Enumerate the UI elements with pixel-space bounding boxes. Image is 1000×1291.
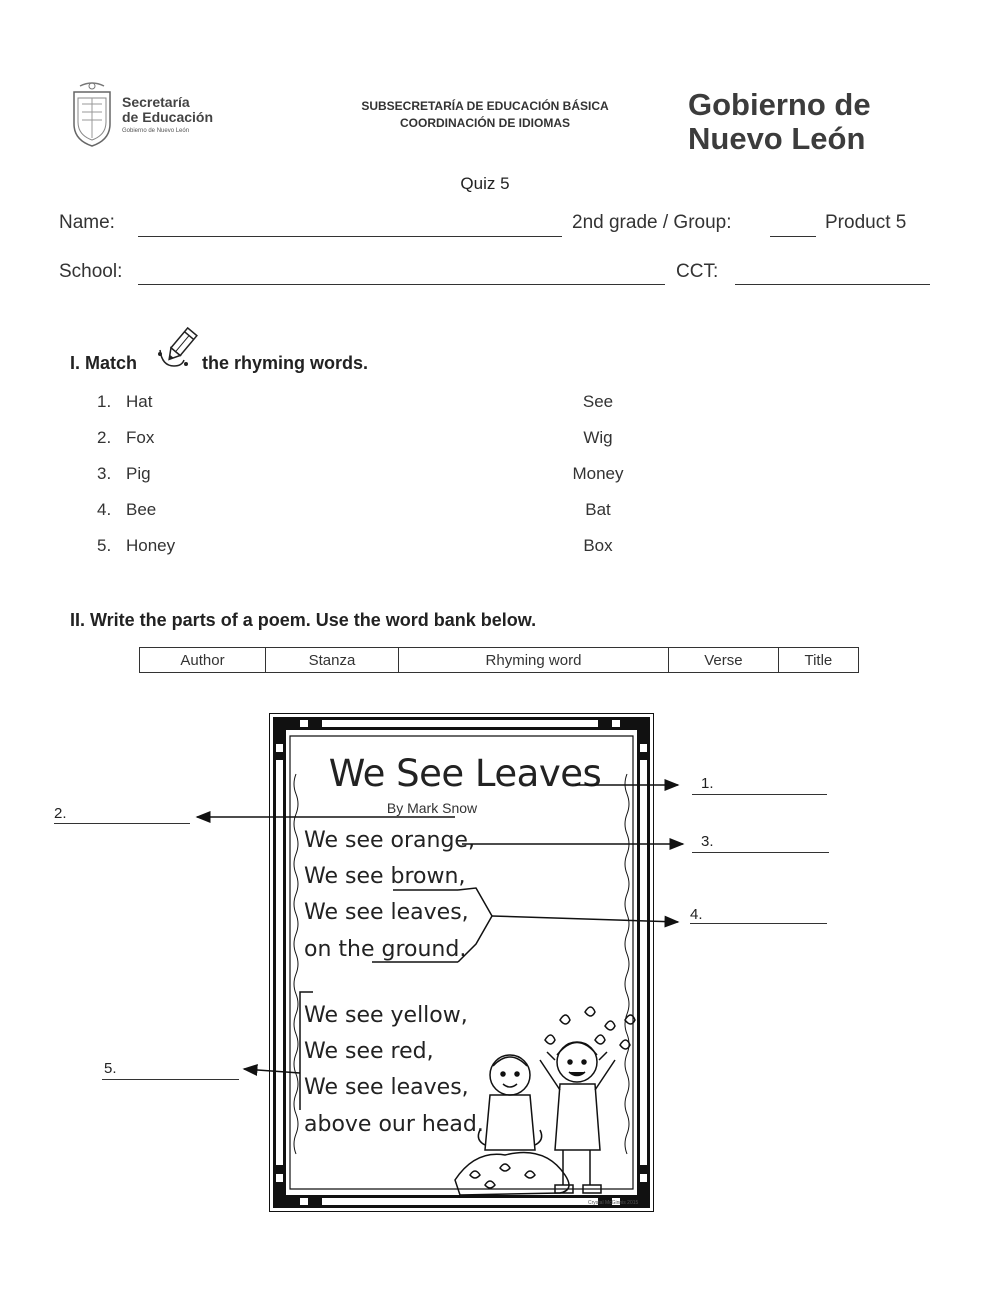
verse-line: We see orange, bbox=[304, 828, 475, 853]
left-item-number: 1. bbox=[97, 392, 112, 411]
section1-heading-end: the rhyming words. bbox=[202, 353, 369, 373]
gobierno-logo-text: Gobierno de Nuevo León bbox=[688, 87, 871, 156]
cct-label: CCT: bbox=[676, 261, 719, 282]
right-item-word[interactable]: Money bbox=[572, 464, 624, 483]
school-field[interactable] bbox=[138, 284, 665, 285]
section2-heading: II. Write the parts of a poem. Use the word bank below. bbox=[70, 610, 537, 630]
right-item-word[interactable]: See bbox=[582, 392, 614, 411]
secretaria-logo-text: Secretaría de Educación bbox=[122, 94, 214, 125]
answer-label: 1. bbox=[701, 775, 714, 792]
verse-line: We see yellow, bbox=[304, 1003, 468, 1028]
answer-blank-rhyming-word[interactable] bbox=[690, 923, 827, 924]
right-item-word[interactable]: Bat bbox=[585, 500, 611, 519]
answer-blank-author[interactable] bbox=[54, 823, 190, 824]
answer-label: 5. bbox=[104, 1060, 117, 1077]
left-item-word[interactable]: Fox bbox=[126, 428, 155, 447]
left-item-number: 3. bbox=[97, 464, 112, 483]
verse-line: on the ground. bbox=[304, 937, 467, 962]
word-bank-table bbox=[139, 647, 859, 673]
poem-part-arrows bbox=[0, 770, 1000, 1110]
state-seal-icon bbox=[66, 80, 118, 150]
section1-heading-start: I. Match bbox=[70, 353, 138, 373]
pencil-match-icon bbox=[156, 326, 202, 372]
answer-label: 4. bbox=[690, 906, 703, 923]
answer-blank-verse[interactable] bbox=[692, 852, 829, 853]
verse-line: above our head. bbox=[304, 1112, 484, 1137]
word-bank-cell[interactable]: Title bbox=[778, 648, 858, 673]
grade-group-label: 2nd grade / Group: bbox=[572, 212, 732, 233]
left-item-number: 4. bbox=[97, 500, 112, 519]
poem-title: We See Leaves bbox=[328, 752, 602, 795]
school-label: School: bbox=[59, 261, 123, 282]
illustration-credit: Crystal McGinnis 2015 bbox=[588, 1200, 639, 1206]
poem-byline: By Mark Snow bbox=[386, 800, 478, 816]
left-item-word[interactable]: Pig bbox=[126, 464, 151, 483]
word-bank-cell[interactable]: Stanza bbox=[266, 648, 399, 673]
secretaria-subtext: Gobierno de Nuevo León bbox=[122, 128, 190, 134]
left-item-number: 2. bbox=[97, 428, 112, 447]
verse-line: We see leaves, bbox=[304, 900, 469, 925]
verse-line: We see brown, bbox=[304, 864, 466, 889]
right-item-word[interactable]: Wig bbox=[583, 428, 613, 447]
answer-label: 3. bbox=[701, 833, 714, 850]
cct-field[interactable] bbox=[735, 284, 930, 285]
word-bank-cell[interactable]: Author bbox=[140, 648, 266, 673]
answer-blank-title[interactable] bbox=[692, 794, 827, 795]
answer-label: 2. bbox=[54, 805, 67, 822]
product-label: Product 5 bbox=[825, 212, 907, 233]
group-field[interactable] bbox=[770, 236, 816, 237]
left-item-word[interactable]: Bee bbox=[126, 500, 157, 519]
word-bank-cell[interactable]: Verse bbox=[669, 648, 779, 673]
right-item-word[interactable]: Box bbox=[583, 536, 613, 555]
name-field[interactable] bbox=[138, 236, 562, 237]
quiz-title: Quiz 5 bbox=[460, 174, 510, 193]
left-item-word[interactable]: Hat bbox=[126, 392, 153, 411]
answer-blank-stanza[interactable] bbox=[102, 1079, 239, 1080]
left-item-number: 5. bbox=[97, 536, 112, 555]
subsecretaria-heading: SUBSECRETARÍA DE EDUCACIÓN BÁSICA COORDINACIÓN DE IDIOMAS bbox=[361, 99, 609, 130]
verse-line: We see leaves, bbox=[304, 1075, 469, 1100]
left-item-word[interactable]: Honey bbox=[126, 536, 176, 555]
verse-line: We see red, bbox=[304, 1039, 434, 1064]
name-label: Name: bbox=[59, 212, 115, 233]
word-bank-cell[interactable]: Rhyming word bbox=[398, 648, 668, 673]
